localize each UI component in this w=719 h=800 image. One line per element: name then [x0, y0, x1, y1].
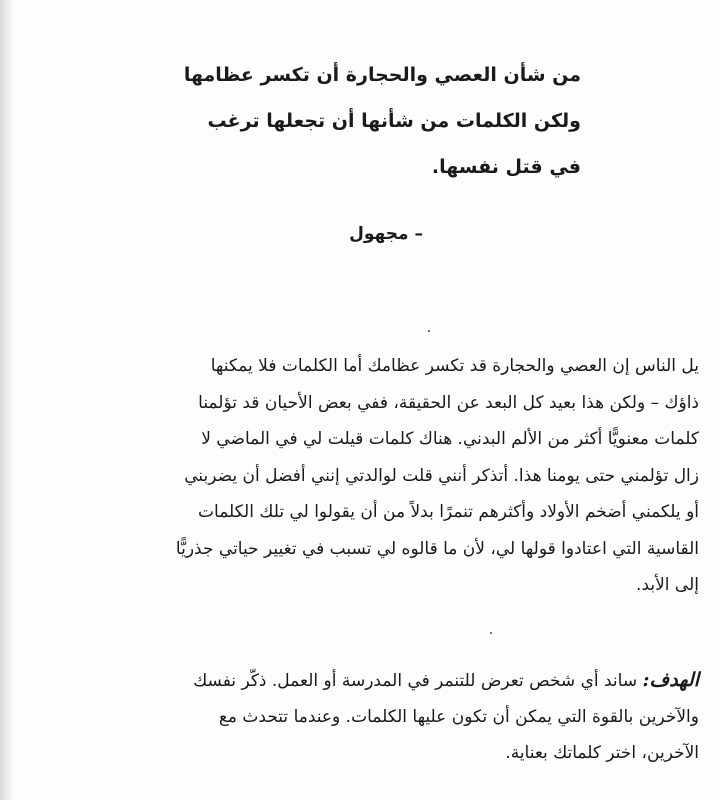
- scan-speck: [490, 632, 492, 634]
- goal-label: الهدف:: [642, 669, 699, 691]
- goal-paragraph: [39, 662, 699, 771]
- quote-line-1: من شأن العصي والحجارة أن تكسر عظامها: [183, 64, 581, 86]
- body-line-3: كلمات معنويًّا أكثر من الألم البدني. هناك كلمات قيلت لي في الماضي لا: [201, 429, 699, 449]
- body-line-2: ذاؤك – ولكن هذا بعيد كل البعد عن الحقيقة، ففي بعض الأحيان قد تؤلمنا: [198, 392, 699, 413]
- epigraph-quote: [161, 52, 581, 190]
- body-line-7: إلى الأبد.: [636, 575, 699, 595]
- body-paragraph: [59, 348, 699, 604]
- goal-line-1: [39, 662, 699, 699]
- body-line-1: يل الناس إن العصي والحجارة قد تكسر عظامك أما الكلمات فلا يمكنها: [210, 356, 699, 376]
- scan-speck: [428, 330, 430, 332]
- quote-line-2: ولكن الكلمات من شأنها أن تجعلها ترغب: [207, 110, 581, 132]
- goal-line-1-text: ساند أي شخص تعرض للتنمر في المدرسة أو العمل. ذكّر نفسك: [193, 671, 643, 691]
- quote-attribution: – مجهول: [349, 224, 423, 244]
- goal-line-2: والآخرين بالقوة التي يمكن أن تكون عليها الكلمات. وعندما تتحدث مع: [218, 707, 699, 727]
- body-line-6: القاسية التي اعتادوا قولها لي، لأن ما قالوه لي تسبب في تغيير حياتي جذريًّا: [175, 538, 699, 559]
- body-line-4: زال تؤلمني حتى يومنا هذا. أتذكر أنني قلت لوالدتي إنني أفضل أن يضربني: [184, 465, 699, 486]
- quote-line-3: في قتل نفسها.: [431, 156, 581, 178]
- goal-line-3: الآخرين، اختر كلماتك بعناية.: [505, 743, 699, 763]
- page-edge-shadow: [0, 0, 14, 800]
- body-line-5: أو يلكمني أضخم الأولاد وأكثرهم تنمرًا بدلاً من أن يقولوا لي تلك الكلمات: [198, 502, 699, 522]
